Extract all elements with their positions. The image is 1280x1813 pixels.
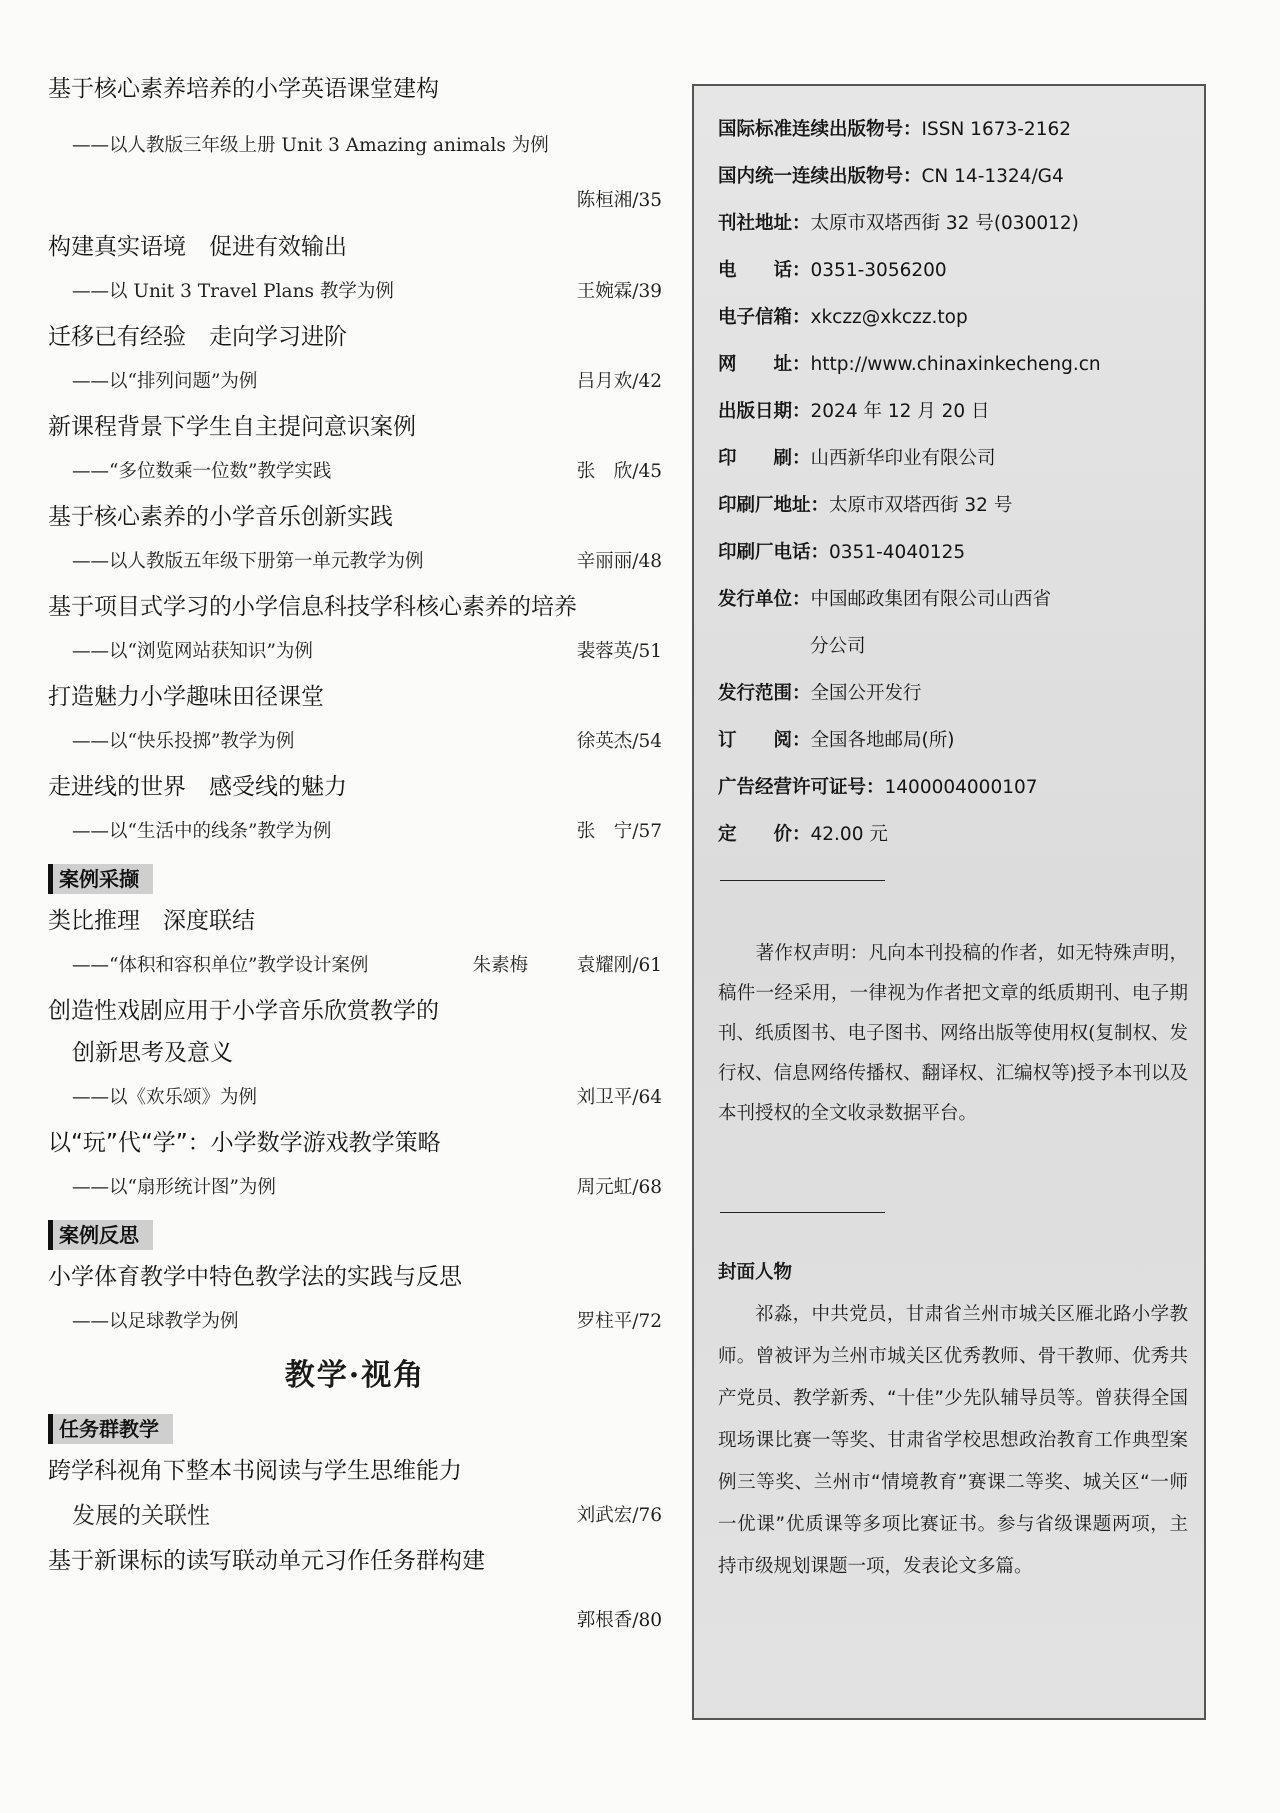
cover-person-bio: 祁淼，中共党员，甘肃省兰州市城关区雁北路小学教师。曾被评为兰州市城关区优秀教师、骨干教师、优秀共产党员、教学新秀、“十佳”少先队辅导员等。曾获得全国现场课比赛一等奖、甘肃省学校思想政治教育工作典型案例三等奖、兰州市“情境教育”赛课二等奖、城关区“一师一优课”优质课等多项比赛证书。参与省级课题两项，主持市级规划课题一项，发表论文多篇。 (718, 1304, 1188, 1577)
article-subtitle-row (48, 942, 662, 990)
masthead-label: 国际标准连续出版物号： (718, 119, 922, 140)
author-page: 张 宁/57 (576, 821, 662, 842)
author-page: 郭根香/80 (576, 1610, 662, 1631)
toc-entry[interactable] (48, 586, 662, 676)
toc-entry[interactable] (48, 1540, 662, 1644)
article-subtitle-row (48, 1164, 662, 1212)
article-title: 基于核心素养培养的小学英语课堂建构 (48, 76, 439, 102)
article-subtitle-row (48, 1298, 662, 1346)
author-row (48, 182, 662, 220)
masthead-label: 印刷厂地址： (718, 495, 830, 516)
masthead-value: 太原市双塔西街 32 号 (829, 495, 1013, 516)
masthead-value: 1400004000107 (884, 777, 1038, 798)
article-subtitle: ——以“快乐投掷”教学为例 (72, 731, 295, 752)
masthead-label: 电 话： (718, 260, 811, 281)
article-title: 小学体育教学中特色教学法的实践与反思 (48, 1264, 462, 1290)
masthead-row (718, 482, 1188, 529)
toc-entry[interactable] (48, 1256, 662, 1346)
article-subtitle: ——以“扇形统计图”为例 (72, 1177, 276, 1198)
masthead-row (718, 811, 1188, 858)
toc-entry[interactable] (48, 496, 662, 586)
masthead-value: 全国公开发行 (810, 683, 922, 704)
toc-entry[interactable] (48, 676, 662, 766)
masthead-label: 电子信箱： (718, 307, 811, 328)
section-heading: 案例反思 (48, 1220, 153, 1250)
author-page: 裴蓉英/51 (576, 641, 662, 662)
author-page: 周元虹/68 (576, 1177, 662, 1198)
masthead-value: 山西新华印业有限公司 (810, 448, 996, 469)
article-title: 打造魅力小学趣味田径课堂 (48, 684, 324, 710)
article-subtitle-row (48, 718, 662, 766)
masthead-label: 网 址： (718, 354, 811, 375)
article-title-cont: 发展的关联性 (72, 1503, 210, 1529)
masthead-label: 订 阅： (718, 730, 811, 751)
toc-entry[interactable] (48, 316, 662, 406)
masthead-label: 刊社地址： (718, 213, 811, 234)
author-page: 刘卫平/64 (576, 1087, 662, 1108)
masthead-value: 全国各地邮局(所) (810, 730, 955, 751)
article-title: 构建真实语境 促进有效输出 (48, 234, 347, 260)
article-subtitle: ——以 Unit 3 Travel Plans 教学为例 (72, 281, 394, 302)
divider (720, 880, 885, 881)
toc-entry[interactable] (48, 1450, 662, 1540)
masthead-label: 国内统一连续出版物号： (718, 166, 922, 187)
article-title: 以“玩”代“学”：小学数学游戏教学策略 (48, 1130, 441, 1156)
masthead-row (718, 294, 1188, 341)
article-title: 走进线的世界 感受线的魅力 (48, 774, 347, 800)
masthead (718, 106, 1188, 858)
masthead-value: 太原市双塔西街 32 号(030012) (810, 213, 1079, 234)
masthead-label: 发行范围： (718, 683, 811, 704)
author-page: 徐英杰/54 (576, 731, 662, 752)
article-subtitle: ——“体积和容积单位”教学设计案例 (72, 955, 369, 976)
article-title: 基于新课标的读写联动单元习作任务群构建 (48, 1548, 485, 1574)
article-title: 迁移已有经验 走向学习进阶 (48, 324, 347, 350)
article-subtitle: ——“多位数乘一位数”教学实践 (72, 461, 332, 482)
price-value: 42.00 元 (810, 824, 888, 845)
masthead-label: 印 刷： (718, 448, 811, 469)
masthead-label: 出版日期： (718, 401, 811, 422)
toc-entry[interactable] (48, 1122, 662, 1212)
part-heading: 教学·视角 (284, 1358, 426, 1393)
masthead-value: 0351-3056200 (810, 260, 947, 281)
website-link[interactable]: http://www.chinaxinkecheng.cn (810, 354, 1101, 375)
author-row (48, 1582, 662, 1644)
cover-person (718, 1252, 1188, 1588)
masthead-row (718, 529, 1188, 576)
masthead-value: 0351-4040125 (829, 542, 966, 563)
masthead-value: CN 14-1324/G4 (921, 166, 1064, 187)
author-page: 吕月欢/42 (576, 371, 662, 392)
masthead-row (718, 623, 1188, 670)
masthead-label: 定 价： (718, 824, 811, 845)
article-subtitle: ——以足球教学为例 (72, 1311, 239, 1332)
author-page: 辛丽丽/48 (576, 551, 662, 572)
author-page: 王婉霖/39 (576, 281, 662, 302)
article-title-row (48, 1492, 662, 1540)
article-subtitle: ——以人教版五年级下册第一单元教学为例 (72, 551, 424, 572)
author-page: 刘武宏/76 (576, 1505, 662, 1526)
masthead-row (718, 388, 1188, 435)
article-subtitle-row (48, 628, 662, 676)
article-subtitle: ——以《欢乐颂》为例 (72, 1087, 258, 1108)
masthead-row (718, 670, 1188, 717)
author-page: 袁耀刚/61 (576, 955, 662, 976)
copyright-notice: 著作权声明：凡向本刊投稿的作者，如无特殊声明，稿件一经采用，一律视为作者把文章的纸质期刊、电子期刊、纸质图书、电子图书、网络出版等使用权(复制权、发行权、信息网络传播权、翻译权、汇编权等)授予本刊以及本刊授权的全文收录数据平台。 (718, 943, 1188, 1124)
article-subtitle: ——以“排列问题”为例 (72, 371, 258, 392)
email-value[interactable]: xkczz@xkczz.top (810, 307, 968, 328)
masthead-row (718, 435, 1188, 482)
masthead-value: 2024 年 12 月 20 日 (810, 401, 990, 422)
cover-person-title: 封面人物 (718, 1262, 793, 1283)
divider (720, 1212, 885, 1213)
author-page: 张 欣/45 (576, 461, 662, 482)
masthead-row (718, 200, 1188, 247)
masthead-label: 发行单位： (718, 589, 811, 610)
article-subtitle: ——以“浏览网站获知识”为例 (72, 641, 313, 662)
section-heading: 案例采撷 (48, 864, 153, 894)
masthead-value: 分公司 (810, 636, 866, 657)
masthead-row (718, 764, 1188, 811)
co-author: 朱素梅 (472, 955, 528, 976)
article-title: 基于项目式学习的小学信息科技学科核心素养的培养 (48, 594, 577, 620)
article-title-cont: 创新思考及意义 (72, 1040, 233, 1066)
masthead-row (718, 106, 1188, 153)
toc-entry[interactable] (48, 990, 662, 1122)
article-title: 类比推理 深度联结 (48, 908, 255, 934)
masthead-row (718, 153, 1188, 200)
toc-entry[interactable] (48, 406, 662, 496)
article-subtitle: ——以人教版三年级上册 Unit 3 Amazing animals 为例 (72, 135, 549, 156)
article-subtitle: ——以“生活中的线条”教学为例 (72, 821, 332, 842)
section-heading: 任务群教学 (48, 1414, 173, 1444)
article-subtitle-row (48, 808, 662, 856)
article-title: 新课程背景下学生自主提问意识案例 (48, 414, 416, 440)
article-subtitle-row (48, 538, 662, 586)
publication-info-panel (692, 84, 1206, 1720)
article-subtitle-row (48, 110, 662, 182)
masthead-value: 中国邮政集团有限公司山西省 (810, 589, 1052, 610)
masthead-row (718, 341, 1188, 388)
toc-entry[interactable] (48, 766, 662, 856)
article-subtitle-row (48, 358, 662, 406)
masthead-row (718, 247, 1188, 294)
article-title: 基于核心素养的小学音乐创新实践 (48, 504, 393, 530)
masthead-row (718, 717, 1188, 764)
masthead-row (718, 576, 1188, 623)
masthead-label: 印刷厂电话： (718, 542, 830, 563)
masthead-value: ISSN 1673-2162 (921, 119, 1072, 140)
article-subtitle-row (48, 268, 662, 316)
author-page: 罗柱平/72 (576, 1311, 662, 1332)
table-of-contents (48, 68, 662, 1644)
toc-entry[interactable] (48, 900, 662, 990)
article-subtitle-row (48, 1074, 662, 1122)
masthead-label: 广告经营许可证号： (718, 777, 885, 798)
article-title: 创造性戏剧应用于小学音乐欣赏教学的 (48, 998, 439, 1024)
toc-entry[interactable] (48, 226, 662, 316)
author-page: 陈桓湘/35 (576, 190, 662, 211)
article-title: 跨学科视角下整本书阅读与学生思维能力 (48, 1458, 462, 1484)
toc-entry[interactable] (48, 68, 662, 220)
article-subtitle-row (48, 448, 662, 496)
